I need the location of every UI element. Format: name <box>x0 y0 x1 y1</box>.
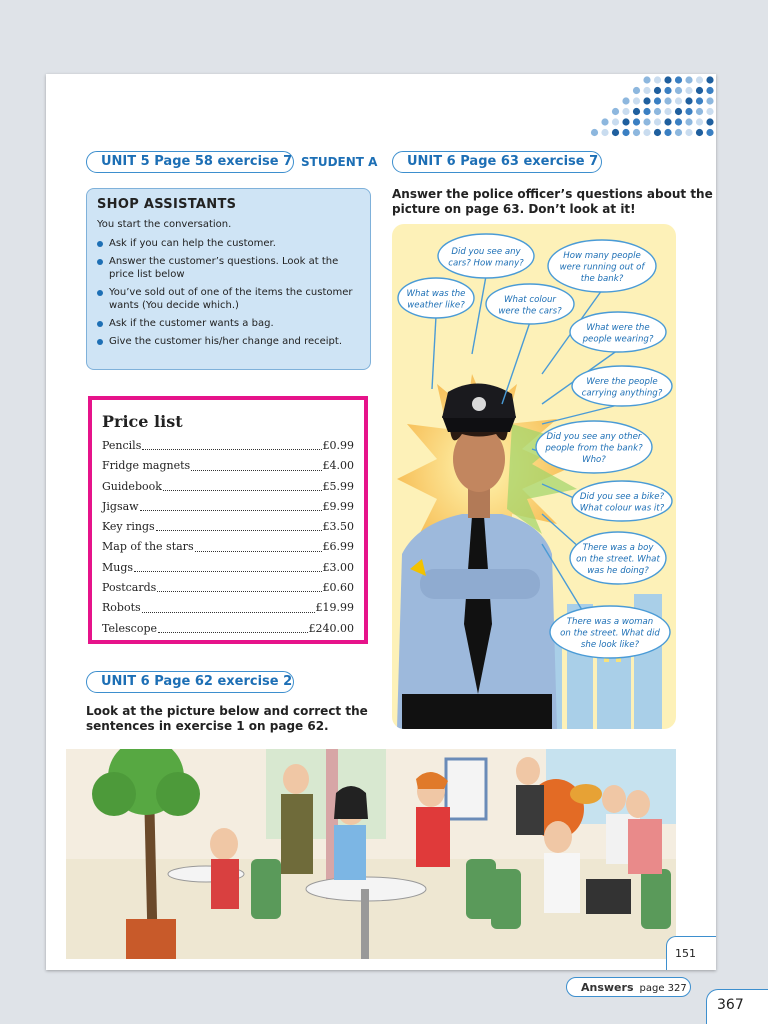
item-price: £0.99 <box>322 439 354 452</box>
bubble-text: were the cars? <box>498 306 562 317</box>
item-name: Map of the stars <box>102 540 194 554</box>
answers-link[interactable] <box>566 977 691 997</box>
item-name: Jigsaw <box>102 499 139 513</box>
speech-bubble <box>542 366 672 424</box>
item-name: Fridge magnets <box>102 459 191 473</box>
answers-label[interactable]: Answers <box>581 981 634 994</box>
unit5-tab: UNIT 5 Page 58 exercise 7 <box>86 151 294 173</box>
shop-item: Ask if you can help the customer. <box>97 237 360 250</box>
shop-item: Answer the customer’s questions. Look at the price list below <box>97 255 360 281</box>
item-name: Mugs <box>102 560 134 574</box>
price-list-box <box>88 396 368 644</box>
item-name: Guidebook <box>102 479 162 493</box>
price-row <box>102 436 354 456</box>
police-officer-illustration <box>392 224 676 729</box>
bubble-text: How many people <box>563 251 641 261</box>
price-row <box>102 517 354 537</box>
speech-bubble <box>398 278 474 389</box>
bubble-text: people wearing? <box>582 334 654 345</box>
bubble-text: the bank? <box>580 274 624 284</box>
price-row <box>102 619 354 639</box>
ex7-instruction-line2: picture on page 63. Don’t look at it! <box>392 202 636 216</box>
bubble-text: were running out of <box>559 262 645 273</box>
bubble-text: carrying anything? <box>581 388 663 399</box>
item-name: Robots <box>102 601 141 615</box>
bubble-text: What colour was it? <box>579 503 665 514</box>
shop-title: SHOP ASSISTANTS <box>97 197 237 212</box>
price-row <box>102 558 354 578</box>
price-row <box>102 537 354 557</box>
bubble-text: What colour <box>504 294 556 305</box>
shop-assistants-card <box>86 188 371 370</box>
shop-list <box>97 237 360 348</box>
ex2-instruction-line2: sentences in exercise 1 on page 62. <box>86 719 329 733</box>
price-row <box>102 598 354 618</box>
item-price: £19.99 <box>315 601 354 615</box>
item-price: £240.00 <box>308 621 354 635</box>
unit6-ex2-tab: UNIT 6 Page 62 exercise 2 <box>86 671 294 693</box>
unit6-ex7-tab: UNIT 6 Page 63 exercise 7 <box>392 151 602 173</box>
bubble-text: Did you see a bike? <box>579 491 665 502</box>
textbook-page <box>46 74 716 970</box>
shop-item: Give the customer his/her change and receipt. <box>97 335 360 348</box>
bubble-text: was he doing? <box>587 566 649 576</box>
bubble-text: Who? <box>582 455 606 465</box>
item-price: £4.00 <box>322 459 354 473</box>
speech-bubble <box>486 284 574 404</box>
item-name: Key rings <box>102 520 155 534</box>
bubble-text: on the street. What <box>576 554 660 565</box>
bubble-text: Did you see any other <box>546 432 642 442</box>
bubble-text: There was a woman <box>566 617 654 627</box>
student-a-label: STUDENT A <box>301 155 378 169</box>
item-price: £3.50 <box>322 520 354 534</box>
ex2-instruction-line1: Look at the picture below and correct the <box>86 704 368 718</box>
shop-intro: You start the conversation. <box>97 219 232 230</box>
price-list-title: Price list <box>102 412 183 431</box>
shop-item: You’ve sold out of one of the items the customer wants (You decide which.) <box>97 286 360 312</box>
item-name: Telescope <box>102 621 157 635</box>
price-row <box>102 477 354 497</box>
bubble-text: on the street. What did <box>560 628 660 639</box>
decorative-dots <box>576 74 716 144</box>
bubble-text: she look like? <box>580 640 640 650</box>
item-price: £3.00 <box>322 560 354 574</box>
price-row <box>102 578 354 598</box>
item-name: Pencils <box>102 439 142 452</box>
corner-page-number: 367 <box>706 989 768 1024</box>
bubble-text: Were the people <box>586 376 658 387</box>
bubble-text: There was a boy <box>582 543 654 553</box>
item-name: Postcards <box>102 581 157 595</box>
item-price: £6.99 <box>322 540 354 554</box>
cafe-illustration <box>66 749 676 959</box>
page-number: 151 <box>666 936 716 970</box>
price-row <box>102 456 354 476</box>
ex7-instruction-line1: Answer the police officer’s questions about the <box>392 187 713 201</box>
item-price: £0.60 <box>322 581 354 595</box>
bubble-text: cars? How many? <box>448 258 524 269</box>
bubble-text: What were the <box>586 322 650 333</box>
item-price: £5.99 <box>322 479 354 493</box>
bubble-text: What was the <box>406 288 466 299</box>
price-row <box>102 497 354 517</box>
bubble-text: weather like? <box>407 300 465 311</box>
item-price: £9.99 <box>322 499 354 513</box>
bubble-text: Did you see any <box>451 246 521 257</box>
shop-item: Ask if the customer wants a bag. <box>97 317 360 330</box>
bubble-text: people from the bank? <box>545 443 643 454</box>
answers-page[interactable]: page 327 <box>639 983 687 994</box>
